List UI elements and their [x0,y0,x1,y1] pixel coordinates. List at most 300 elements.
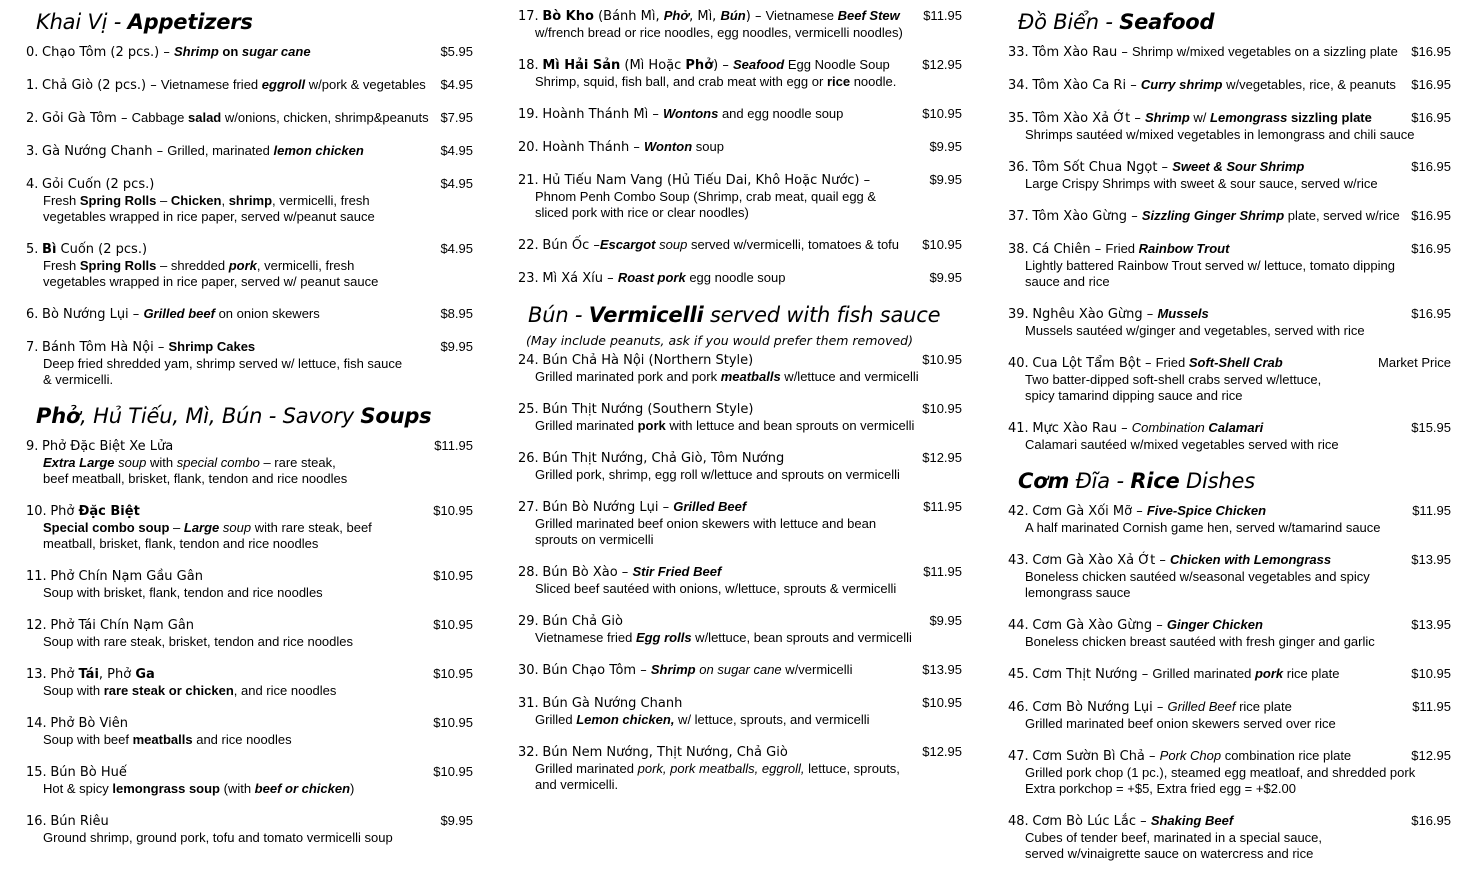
menu-item-head [518,106,962,123]
item-description-segment: sliced pork with rice or clear noodles) [535,205,749,220]
item-description-segment: Shrimp, squid, fish ball, and crab meat with egg or [535,74,827,89]
menu-item-head [518,401,962,418]
item-name-segment: Soft-Shell Crab [1188,355,1283,370]
item-name-segment: w/vermicelli [781,662,853,677]
menu-item [26,110,473,127]
item-description [26,455,473,471]
item-name [1008,241,1407,258]
item-number: 28. [518,565,539,580]
item-price: $11.95 [923,564,962,579]
item-number: 4. [26,177,39,192]
item-name [518,139,925,156]
menu-item [1008,420,1451,453]
item-name-segment: served w/vermicelli, tomatoes & tofu [687,237,900,252]
item-price: Market Price [1378,355,1451,370]
item-name [1008,110,1407,127]
item-name-segment: Egg Noodle Soup [784,57,890,72]
item-description-segment: noodle. [850,74,897,89]
item-name-segment: Phở Đặc Biệt Xe Lửa [42,439,174,454]
item-description-segment: Boneless chicken sautéed w/seasonal vegetables and spicy [1025,569,1370,584]
item-description-segment: Hot & spicy [43,781,113,796]
menu-item-head [1008,813,1451,830]
menu-item-head [518,57,962,74]
item-name [1008,552,1407,569]
item-description [518,369,962,385]
item-description-segment: Sliced beef sautéed with onions, w/lettuce, sprouts & vermicelli [535,581,897,596]
item-name [518,744,918,761]
item-name-segment: Grilled Beef [1167,699,1236,714]
item-description-segment: rare steak or chicken [103,683,234,698]
menu-item-head [518,450,962,467]
item-description [26,356,473,372]
item-name-segment: Bún Chạo Tôm – [542,663,651,678]
menu-item-head [26,813,473,830]
item-number: 24. [518,353,539,368]
item-number: 1. [26,78,39,93]
menu-item-head [518,8,962,25]
item-description [26,372,473,388]
heading-segment: Soups [360,404,432,428]
menu-item [518,401,962,434]
item-number: 37. [1008,209,1029,224]
item-name-segment: Mì Hải Sản [542,58,621,73]
item-price: $10.95 [922,695,962,710]
item-description [518,532,962,548]
item-description [1008,437,1451,453]
item-price: $16.95 [1411,110,1451,125]
heading-segment: served with fish sauce [703,303,941,327]
item-name [1008,617,1407,634]
item-description-segment: sprouts on vermicelli [535,532,654,547]
item-description-segment: Extra Large [43,455,115,470]
item-name-segment: Bún Thịt Nướng, Chả Giò, Tôm Nướng [542,451,785,466]
item-number: 40. [1008,356,1029,371]
item-description-segment: Spring Rolls [79,258,157,273]
item-description-segment: shrimp [228,193,273,208]
item-name [518,564,919,581]
item-name [1008,77,1407,94]
item-price: $4.95 [440,176,473,191]
item-price: $11.95 [923,8,962,23]
item-name-segment: w/onions, chicken, shrimp&peanuts [221,110,429,125]
item-name [1008,699,1408,716]
item-description [518,74,962,90]
item-description-segment: beef or chicken [254,781,351,796]
menu-item [26,813,473,846]
menu-item-head [26,568,473,585]
menu-item-head [1008,420,1451,437]
item-description-segment: , and rice noodles [233,683,337,698]
item-number: 19. [518,107,539,122]
menu-item-head [518,744,962,761]
menu-item [1008,552,1451,601]
item-name-segment: plate, served w/rice [1284,208,1400,223]
item-number: 27. [518,500,539,515]
item-description-segment: sauce and rice [1025,274,1110,289]
item-number: 5. [26,242,39,257]
item-description-segment: Egg rolls [635,630,692,645]
item-name-segment: Vietnamese [765,8,838,23]
item-price: $10.95 [433,617,473,632]
item-name-segment: Calamari [1208,420,1264,435]
item-name [26,77,436,94]
menu-item-head [1008,44,1451,61]
item-name-segment: w/vegetables, rice, & peanuts [1222,77,1396,92]
item-name-segment: Tái [78,667,99,682]
item-name [1008,666,1407,683]
menu-item-head [1008,159,1451,176]
item-description-segment: Soup with rare steak, brisket, tendon and rice noodles [43,634,354,649]
item-description [1008,176,1451,192]
item-name [26,715,429,732]
item-description-segment: spicy tamarind dipping sauce and rice [1025,388,1243,403]
item-description-segment: – [169,520,184,535]
item-number: 2. [26,111,39,126]
item-description-segment: Soup with [43,683,104,698]
item-name-segment: Wonton [644,139,693,154]
item-price: $10.95 [922,352,962,367]
item-name [26,143,436,160]
menu-item-head [1008,699,1451,716]
item-name-segment: Wontons [662,106,719,121]
item-name-segment: Ginger Chicken [1166,617,1263,632]
item-number: 45. [1008,667,1029,682]
menu-item-head [518,499,962,516]
menu-item-head [1008,355,1451,372]
item-name-segment: Shrimp [1145,110,1190,125]
item-description [26,258,473,274]
menu-item-head [518,270,962,287]
item-name-segment: Phở Bò Viên [50,716,128,731]
menu-item-head [518,613,962,630]
item-name-segment: Sizzling Ginger Shrimp [1141,208,1285,223]
item-price: $11.95 [434,438,473,453]
item-name-segment: Bò Nướng Lụi – [42,307,144,322]
item-description-segment: Phnom Penh Combo Soup (Shrimp, crab meat, quail egg & [535,189,877,204]
item-description-segment: Two batter-dipped soft-shell crabs served w/lettuce, [1025,372,1322,387]
item-description-segment: lettuce, sprouts, [804,761,900,776]
item-number: 7. [26,340,39,355]
menu-item [518,662,962,679]
item-name-segment: Cabbage [131,110,188,125]
item-price: $10.95 [922,106,962,121]
item-name-segment: Fried [1105,241,1139,256]
item-description [26,732,473,748]
item-description [26,209,473,225]
item-name-segment: Hủ Tiếu Nam Vang (Hủ Tiếu Dai, Khô Hoặc Nước) – [542,173,871,188]
item-description-segment: Extra porkchop = +$5, Extra fried egg = +$2.00 [1025,781,1297,796]
item-name-segment: , Phở [98,667,136,682]
item-description-segment: Grilled marinated pork and pork [535,369,721,384]
item-number: 26. [518,451,539,466]
section-heading [528,303,962,327]
item-description-segment: , [221,193,229,208]
item-name-segment: Chả Giò (2 pcs.) – [42,78,161,93]
menu-item-head [1008,617,1451,634]
item-name-segment: Vietnamese fried [160,77,262,92]
item-name-segment: Phở Tái Chín Nạm Gân [50,618,195,633]
item-name [518,662,918,679]
item-name-segment: Shrimp [174,44,219,59]
item-price: $10.95 [1411,666,1451,681]
item-name-segment: Cơm Thịt Nướng – [1032,667,1153,682]
item-price: $16.95 [1411,77,1451,92]
menu-item [1008,110,1451,143]
item-name-segment: Stir Fried Beef [632,564,722,579]
item-name-segment: Fried [1155,355,1189,370]
item-number: 6. [26,307,39,322]
item-description-segment: Deep fried shredded yam, shrimp served w/ lettuce, fish sauce [43,356,403,371]
menu-item [518,613,962,646]
item-description-segment: Grilled marinated [535,418,638,433]
item-description-segment: w/french bread or rice noodles, egg noodles, vermicelli noodles) [535,25,903,40]
item-number: 43. [1008,553,1029,568]
item-name-segment: Pork Chop [1159,748,1222,763]
item-name-segment: salad [188,110,222,125]
item-number: 3. [26,144,39,159]
item-price: $9.95 [440,813,473,828]
menu-section [26,10,473,388]
menu-item-head [26,503,473,520]
item-description [1008,781,1451,797]
section-heading [1018,469,1451,493]
menu-item-head [1008,241,1451,258]
menu-item [1008,748,1451,797]
item-description-segment: Boneless chicken breast sautéed with fresh ginger and garlic [1025,634,1375,649]
item-name [26,339,436,356]
heading-segment: , Hủ Tiếu, Mì, Bún - Savory [80,404,361,428]
item-description-segment: pork, pork meatballs, eggroll, [637,761,805,776]
menu-item-head [26,764,473,781]
item-name-segment: eggroll [261,77,306,92]
item-name-segment: Sweet & Sour Shrimp [1172,159,1305,174]
menu-item [1008,77,1451,94]
item-name-segment: Gà Nướng Chanh – [42,144,168,159]
item-description-segment: special combo [176,455,260,470]
item-price: $13.95 [1411,552,1451,567]
menu-item [518,106,962,123]
item-number: 34. [1008,78,1029,93]
item-name [518,352,918,369]
item-description-segment: vegetables wrapped in rice paper, served w/ peanut sauce [43,274,379,289]
item-price: $16.95 [1411,241,1451,256]
item-description [26,683,473,699]
item-description [1008,388,1451,404]
item-description-segment: – rare steak, [259,455,336,470]
item-price: $16.95 [1411,813,1451,828]
item-name [518,450,918,467]
menu-item-head [26,241,473,258]
menu-item-head [26,617,473,634]
item-number: 48. [1008,814,1029,829]
item-name [26,813,436,830]
item-name-segment: Cơm Bò Nướng Lụi – [1032,700,1168,715]
item-name-segment: Đặc Biệt [78,504,140,519]
item-number: 12. [26,618,47,633]
item-name-segment: Bún [720,8,746,23]
menu-item [518,172,962,221]
item-name-segment: Grilled beef [143,306,215,321]
item-name-segment: sugar cane [241,44,311,59]
item-description [518,712,962,728]
item-description [1008,585,1451,601]
item-price: $13.95 [1411,617,1451,632]
menu-item-head [1008,208,1451,225]
menu-item [1008,813,1451,862]
menu-item [1008,699,1451,732]
item-name-segment: Tôm Xào Ca Ri – [1032,78,1141,93]
menu-item-head [26,438,473,455]
item-number: 17. [518,9,539,24]
menu-item-head [26,715,473,732]
item-name [518,106,918,123]
item-number: 32. [518,745,539,760]
item-description-segment: meatballs [720,369,781,384]
item-name-segment: pork [1254,666,1284,681]
item-price: $10.95 [922,237,962,252]
item-description-segment: (with [220,781,255,796]
menu-item [518,695,962,728]
item-description [518,630,962,646]
menu-item [518,352,962,385]
item-number: 25. [518,402,539,417]
menu-item-head [26,44,473,61]
item-number: 21. [518,173,539,188]
item-price: $9.95 [929,172,962,187]
menu-item [1008,44,1451,61]
item-price: $4.95 [440,143,473,158]
item-name-segment: w/ [1189,110,1211,125]
item-description-segment: ) [350,781,355,796]
item-description-segment: w/lettuce, bean sprouts and vermicelli [691,630,912,645]
item-name-segment: Cá Chiên – [1032,242,1106,257]
item-name-segment: ) – [713,58,733,73]
item-description-segment: Large Crispy Shrimps with sweet & sour sauce, served w/rice [1025,176,1378,191]
item-name-segment: Bún Bò Xào – [542,565,633,580]
item-name [518,401,918,418]
menu-item-head [518,695,962,712]
item-name [1008,355,1374,372]
menu-item [26,666,473,699]
menu-item [1008,666,1451,683]
item-number: 41. [1008,421,1029,436]
item-description-segment: Mussels sautéed w/ginger and vegetables, served with rice [1025,323,1365,338]
item-description-segment: served w/vinaigrette sauce on watercress and rice [1025,846,1314,861]
menu-column [1008,8,1451,878]
item-name-segment: Phở [685,58,714,73]
item-price: $10.95 [433,503,473,518]
menu-item [26,143,473,160]
item-description-segment: Grilled pork, shrimp, egg roll w/lettuce and sprouts on vermicelli [535,467,900,482]
menu-item-head [518,139,962,156]
item-description-segment: Shrimps sautéed w/mixed vegetables in lemongrass and chili sauce [1025,127,1415,142]
item-name-segment: combination rice plate [1221,748,1352,763]
item-description [1008,634,1451,650]
section-heading [36,404,473,428]
item-name-segment: Combination [1131,420,1209,435]
item-number: 18. [518,58,539,73]
item-price: $16.95 [1411,44,1451,59]
item-number: 38. [1008,242,1029,257]
item-description [1008,830,1451,846]
menu-item [26,306,473,323]
menu-item [26,339,473,388]
menu-item [1008,306,1451,339]
section-note: (May include peanuts, ask if you would prefer them removed) [526,333,913,348]
item-name-segment: Phở Chín Nạm Gầu Gân [50,569,203,584]
item-name [518,270,925,287]
menu-item [1008,503,1451,536]
item-description-segment: with rare steak, beef [251,520,372,535]
item-number: 47. [1008,749,1029,764]
menu-item-head [518,172,962,189]
item-name [518,499,919,516]
item-description [518,418,962,434]
menu-section [1008,469,1451,862]
item-name-segment: Tôm Xào Gừng – [1032,209,1142,224]
item-name-segment: Five-Spice Chicken [1146,503,1267,518]
item-price: $12.95 [1411,748,1451,763]
item-description [1008,846,1451,862]
item-name-segment: on onion skewers [214,306,320,321]
item-name [26,666,429,683]
item-description [26,781,473,797]
item-description [518,777,962,793]
item-name-segment: (Bánh Mì, [593,9,664,24]
item-description-segment: Grilled pork chop (1 pc.), steamed egg meatloaf, and shredded pork [1025,765,1416,780]
heading-segment: Khai Vị - [36,10,128,34]
item-name-segment: soup [692,139,724,154]
item-name-segment: Shrimp Cakes [168,339,256,354]
item-description [1008,323,1451,339]
item-name-segment: on [218,44,242,59]
item-name [1008,208,1407,225]
item-description [1008,716,1451,732]
item-description-segment: w/lettuce and vermicelli [780,369,919,384]
item-name-segment: Chicken with Lemongrass [1170,552,1332,567]
menu-item [26,44,473,61]
item-name-segment: Grilled marinated [1152,666,1255,681]
item-name-segment: Curry shrimp [1140,77,1223,92]
item-name-segment: Shrimp [650,662,696,677]
item-price: $15.95 [1411,420,1451,435]
item-description [26,193,473,209]
item-name-segment: Bì [42,242,57,257]
item-name [518,695,918,712]
item-description [1008,569,1451,585]
menu-section [26,404,473,846]
item-name-segment: Chạo Tôm (2 pcs.) – [42,45,175,60]
item-name-segment: sizzling plate [1290,110,1372,125]
menu-item-head [518,352,962,369]
item-description-segment: Grilled marinated [535,761,638,776]
menu-item-head [1008,552,1451,569]
item-price: $10.95 [433,568,473,583]
item-price: $4.95 [440,241,473,256]
item-name-segment: Phở [50,667,79,682]
item-name [1008,813,1407,830]
item-name-segment: Rainbow Trout [1138,241,1230,256]
item-description-segment: pork [637,418,666,433]
item-description [518,581,962,597]
item-name-segment: Mussels [1157,306,1209,321]
item-description-segment: – shredded [156,258,229,273]
item-name-segment: Nghêu Xào Gừng – [1032,307,1158,322]
item-price: $16.95 [1411,208,1451,223]
item-name-segment: Cơm Bò Lúc Lắc – [1032,814,1151,829]
item-name-segment: ) – [745,9,766,24]
menu-item [518,499,962,548]
